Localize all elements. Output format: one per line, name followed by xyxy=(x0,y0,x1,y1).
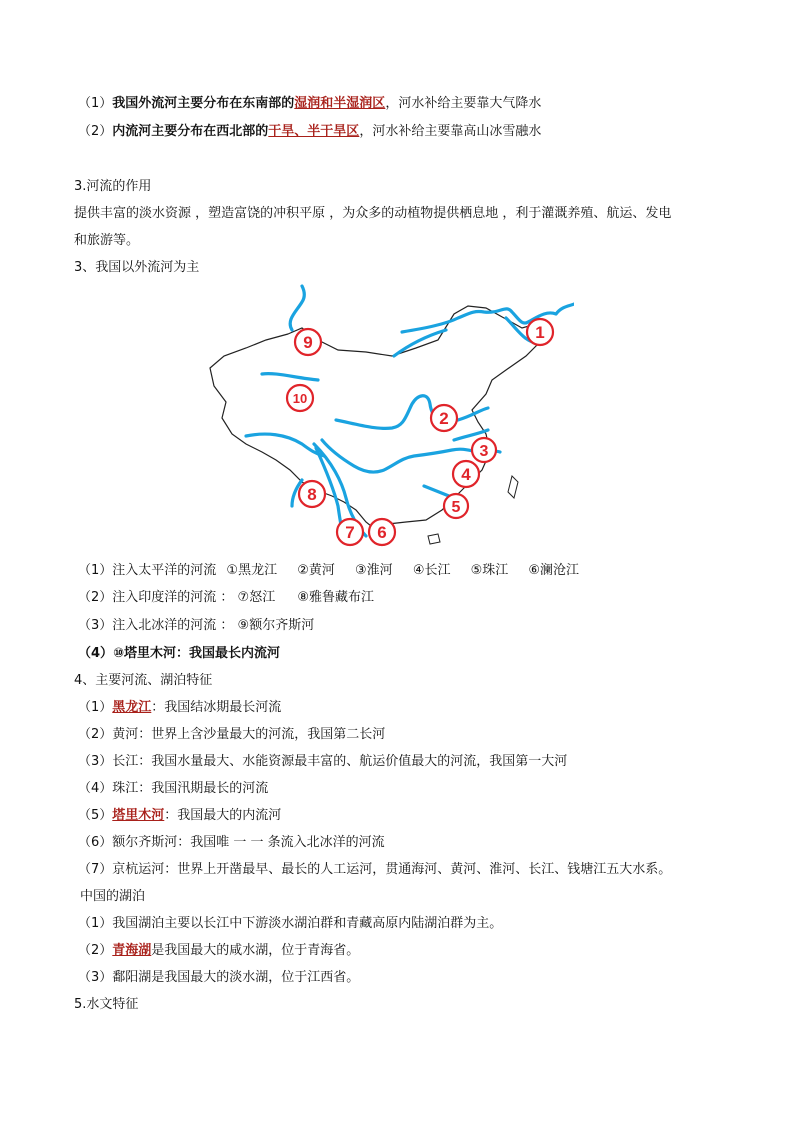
marker-label-3: 3 xyxy=(479,443,489,460)
river-item: ⑤珠江 xyxy=(470,563,509,578)
highlight-text: 青海湖 xyxy=(112,943,152,958)
list-marker: （1） xyxy=(78,96,113,111)
river-item: ③淮河 xyxy=(355,563,393,578)
body-text: ，河水补给主要靠大气降水 xyxy=(385,96,542,111)
bold-text: 内流河主要分布在西北部的 xyxy=(112,124,269,139)
river-ertix xyxy=(290,286,304,330)
distribution-line-2 xyxy=(78,123,541,141)
taiwan-outline xyxy=(508,476,518,498)
river-item: ⑦怒江 xyxy=(237,590,276,605)
river-item: ⑨额尔齐斯河 xyxy=(237,618,315,633)
marker-label-8: 8 xyxy=(307,485,317,504)
highlight-text: 塔里木河 xyxy=(112,808,165,823)
list-label: （3）注入北冰洋的河流 ： xyxy=(78,618,234,633)
feature-line-5 xyxy=(78,807,281,825)
feature-line-2: （2）黄河：世界上含沙量最大的河流，我国第二长河 xyxy=(78,727,386,742)
body-text: ，河水补给主要靠高山冰雪融水 xyxy=(359,124,542,139)
list-label: （2）注入印度洋的河流 ： xyxy=(78,590,234,605)
china-outline xyxy=(210,306,546,530)
body-text: 是我国最大的咸水湖，位于青海省。 xyxy=(151,943,360,958)
body-text: ：我国结冰期最长河流 xyxy=(151,700,282,715)
lake-line-1: （1）我国湖泊主要以长江中下游淡水湖泊群和青藏高原内陆湖泊群为主。 xyxy=(78,916,503,931)
feature-line-4: （4）珠江：我国汛期最长的河流 xyxy=(78,781,269,796)
section-heading: 3、我国以外流河为主 xyxy=(74,260,200,275)
paragraph-line: 提供丰富的淡水资源 ，塑造富饶的冲积平原 ，为众多的动植物提供栖息地 ，利于灌溉养殖、航运、发电 xyxy=(74,206,672,221)
marker-label-10: 10 xyxy=(292,391,308,406)
river-item: ⑧雅鲁藏布江 xyxy=(297,590,374,605)
distribution-line-1 xyxy=(78,95,541,113)
river-yellow xyxy=(336,396,488,429)
river-yarlung xyxy=(246,434,324,456)
list-marker: （2） xyxy=(78,943,113,958)
marker-label-6: 6 xyxy=(377,523,387,542)
section-heading: 4、主要河流、湖泊特征 xyxy=(74,673,213,688)
highlight-text: 黑龙江 xyxy=(112,700,152,715)
list-marker: （2） xyxy=(78,124,113,139)
marker-label-7: 7 xyxy=(345,523,355,542)
section-heading: 5.水文特征 xyxy=(74,997,139,1012)
river-item: ⑥澜沧江 xyxy=(528,563,580,578)
inland-river-line xyxy=(78,645,280,663)
bold-text: ⑩塔里木河：我国最长内流河 xyxy=(113,646,281,661)
marker-label-4: 4 xyxy=(461,465,471,484)
lake-line-3: （3）鄱阳湖是我国最大的淡水湖，位于江西省。 xyxy=(78,970,360,985)
highlight-text: 干旱、半干旱区 xyxy=(268,124,360,139)
feature-line-3: （3）长江：我国水量最大、水能资源最丰富的、航运价值最大的河流，我国第一大河 xyxy=(78,754,568,769)
list-marker: （1） xyxy=(78,700,113,715)
feature-line-6: （6）额尔齐斯河：我国唯 一 一 条流入北冰洋的河流 xyxy=(78,835,385,850)
feature-line-1 xyxy=(78,699,281,717)
list-label: （1）注入太平洋的河流 xyxy=(78,563,217,578)
arctic-rivers-line xyxy=(78,617,314,635)
marker-label-1: 1 xyxy=(535,323,545,342)
highlight-text: 湿润和半湿润区 xyxy=(294,96,386,111)
lake-line-2 xyxy=(78,942,359,960)
bold-text: 我国外流河主要分布在东南部的 xyxy=(112,96,295,111)
marker-label-9: 9 xyxy=(303,333,313,352)
marker-label-5: 5 xyxy=(451,499,461,516)
river-item: ②黄河 xyxy=(297,563,335,578)
river-west-branch xyxy=(394,330,446,356)
subsection-heading: 中国的湖泊 xyxy=(80,889,146,904)
paragraph-line: 和旅游等。 xyxy=(74,233,140,248)
china-rivers-map xyxy=(206,284,574,548)
section-heading: 3.河流的作用 xyxy=(74,179,152,194)
river-item: ④长江 xyxy=(412,563,451,578)
hainan-outline xyxy=(428,534,440,544)
marker-label-2: 2 xyxy=(439,409,449,428)
feature-line-7: （7）京杭运河：世界上开凿最早、最长的人工运河，贯通海河、黄河、淮河、长江、钱塘江五大水系。 xyxy=(78,862,672,877)
indian-rivers-line xyxy=(78,589,374,607)
river-tarim xyxy=(262,374,318,380)
map-markers xyxy=(287,319,553,545)
body-text: ：我国最大的内流河 xyxy=(164,808,282,823)
list-marker: （5） xyxy=(78,808,113,823)
pacific-rivers-line xyxy=(78,562,579,580)
river-item: ①黑龙江 xyxy=(226,563,278,578)
list-marker: （4） xyxy=(78,646,114,661)
